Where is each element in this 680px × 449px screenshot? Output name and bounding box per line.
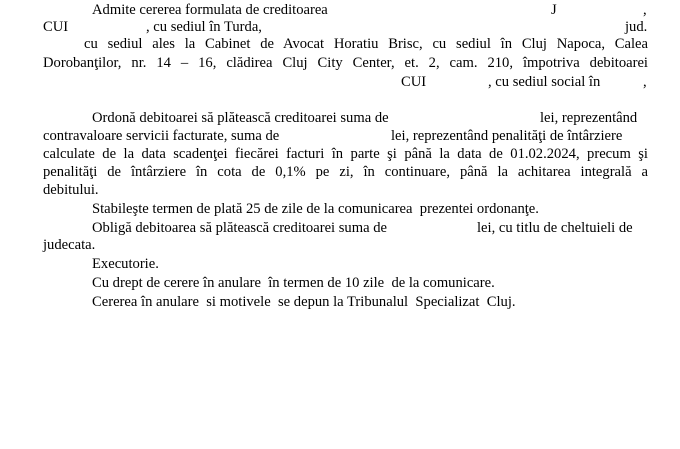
text-cheltuieli: lei, cu titlu de cheltuieli de <box>477 220 633 236</box>
text-contravaloare: contravaloare servicii facturate, suma de <box>43 128 280 144</box>
text-sediul-social: , cu sediul social în <box>488 74 601 90</box>
text-stabileste-termen: Stabileşte termen de plată 25 de zile de la comunicarea prezentei ordonanţe. <box>92 201 539 217</box>
text-sediul-ales: cu sediul ales la Cabinet de Avocat Horatiu Brisc, cu sediul în Cluj Napoca, Calea <box>84 36 648 52</box>
text-judecata: judecata. <box>43 237 96 253</box>
text-debitului: debitului. <box>43 182 99 198</box>
text-sediul-turda: , cu sediul în Turda, <box>146 19 262 35</box>
text-cui-label: CUI <box>43 19 69 35</box>
text-ordona: Ordonă debitoarei să plătească creditoarei suma de <box>92 110 389 126</box>
text-obliga: Obligă debitoarea să plătească creditoarei suma de <box>92 220 387 236</box>
text-cui-debitoare: CUI <box>401 74 427 90</box>
text-lei-penalitati: lei, reprezentând penalităţi de întârziere <box>391 128 623 144</box>
text-tribunal: Cererea în anulare si motivele se depun la Tribunalul Specializat Cluj. <box>92 294 516 310</box>
text-comma: , <box>643 2 647 18</box>
text-dorobantilor: Dorobanţilor, nr. 14 – 16, clădirea Cluj City Center, et. 2, cam. 210, împotriva debitoarei <box>43 55 648 71</box>
text-comma-2: , <box>643 74 647 90</box>
text-drept-cerere: Cu drept de cerere în anulare în termen de 10 zile de la comunicare. <box>92 275 495 291</box>
text-jud: jud. <box>625 19 648 35</box>
text-executorie: Executorie. <box>92 256 159 272</box>
text-penalitati-cota: penalităţi de întârziere în cota de 0,1% pe zi, în continuare, până la achitarea integrală a <box>43 164 648 180</box>
text-registry-prefix: J <box>551 2 557 18</box>
text-admite: Admite cererea formulata de creditoarea <box>92 2 328 18</box>
text-calculate: calculate de la data scadenţei fiecărei facturi în parte şi până la data de 01.02.2024, precum şi <box>43 146 648 162</box>
text-lei-reprezentand: lei, reprezentând <box>540 110 638 126</box>
